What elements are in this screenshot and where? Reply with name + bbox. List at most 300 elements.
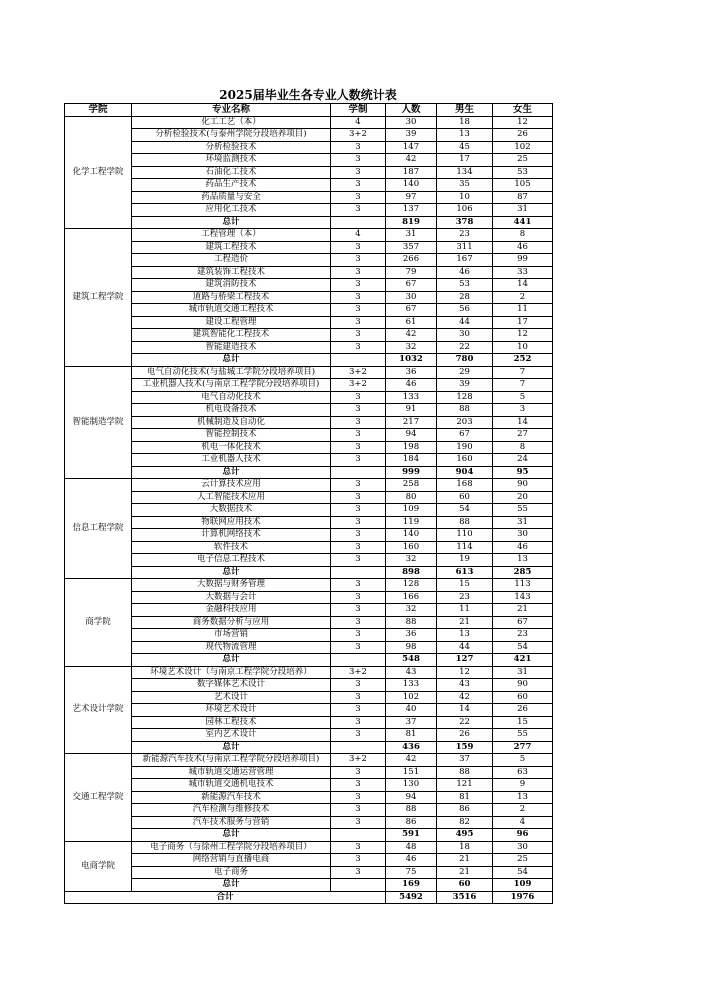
college-name: 化学工程学院 (65, 116, 132, 229)
subtotal-female: 252 (493, 354, 553, 367)
female-count: 27 (493, 429, 553, 442)
major-name: 物联网应用技术 (132, 516, 331, 529)
major-name: 数字媒体艺术设计 (132, 679, 331, 692)
count: 137 (386, 204, 437, 217)
count: 79 (386, 266, 437, 279)
table-row (65, 629, 553, 642)
duration: 3 (331, 554, 386, 567)
count: 217 (386, 416, 437, 429)
count: 39 (386, 129, 437, 142)
table-row (65, 816, 553, 829)
male-count: 22 (437, 341, 493, 354)
female-count: 2 (493, 291, 553, 304)
male-count: 12 (437, 666, 493, 679)
table-row (65, 266, 553, 279)
female-count: 8 (493, 229, 553, 242)
major-name: 园林工程技术 (132, 716, 331, 729)
table-row (65, 129, 553, 142)
table-row (65, 854, 553, 867)
female-count: 113 (493, 579, 553, 592)
male-count: 44 (437, 641, 493, 654)
table-row (65, 229, 553, 242)
male-count: 81 (437, 791, 493, 804)
male-count: 134 (437, 166, 493, 179)
female-count: 90 (493, 479, 553, 492)
duration: 4 (331, 229, 386, 242)
duration: 3 (331, 641, 386, 654)
female-count: 25 (493, 854, 553, 867)
male-count: 44 (437, 316, 493, 329)
duration: 3 (331, 254, 386, 267)
major-name: 分析检验技术 (132, 141, 331, 154)
count: 97 (386, 191, 437, 204)
subtotal-count: 548 (386, 654, 437, 667)
subtotal-female: 441 (493, 216, 553, 229)
subtotal-row (65, 654, 553, 667)
table-row (65, 341, 553, 354)
table-row (65, 479, 553, 492)
female-count: 67 (493, 616, 553, 629)
male-count: 110 (437, 529, 493, 542)
major-name: 电子信息工程技术 (132, 554, 331, 567)
duration: 3 (331, 291, 386, 304)
count: 42 (386, 154, 437, 167)
count: 266 (386, 254, 437, 267)
header-count: 人数 (386, 104, 437, 117)
major-name: 汽车技术服务与营销 (132, 816, 331, 829)
count: 133 (386, 391, 437, 404)
female-count: 102 (493, 141, 553, 154)
count: 140 (386, 529, 437, 542)
subtotal-label: 总计 (132, 216, 331, 229)
male-count: 15 (437, 579, 493, 592)
table-row (65, 141, 553, 154)
male-count: 35 (437, 179, 493, 192)
count: 102 (386, 691, 437, 704)
male-count: 10 (437, 191, 493, 204)
major-name: 建筑消防技术 (132, 279, 331, 292)
female-count: 143 (493, 591, 553, 604)
major-name: 计算机网络技术 (132, 529, 331, 542)
major-name: 城市轨道交通工程技术 (132, 304, 331, 317)
major-name: 室内艺术设计 (132, 729, 331, 742)
table-row (65, 716, 553, 729)
subtotal-label: 总计 (132, 741, 331, 754)
table-row (65, 841, 553, 854)
subtotal-label: 总计 (132, 829, 331, 842)
major-name: 建设工程管理 (132, 316, 331, 329)
male-count: 26 (437, 729, 493, 742)
major-name: 机电设备技术 (132, 404, 331, 417)
table-row (65, 504, 553, 517)
male-count: 45 (437, 141, 493, 154)
female-count: 7 (493, 379, 553, 392)
duration: 3 (331, 516, 386, 529)
female-count: 25 (493, 154, 553, 167)
major-name: 市场营销 (132, 629, 331, 642)
duration: 3 (331, 629, 386, 642)
subtotal-female: 277 (493, 741, 553, 754)
college-name: 商学院 (65, 579, 132, 667)
college-name: 交通工程学院 (65, 754, 132, 842)
table-row (65, 116, 553, 129)
count: 81 (386, 729, 437, 742)
count: 30 (386, 116, 437, 129)
male-count: 23 (437, 591, 493, 604)
male-count: 88 (437, 766, 493, 779)
table-row (65, 604, 553, 617)
table-row (65, 291, 553, 304)
table-row (65, 204, 553, 217)
header-female: 女生 (493, 104, 553, 117)
count: 37 (386, 716, 437, 729)
male-count: 167 (437, 254, 493, 267)
table-row (65, 866, 553, 879)
duration: 3 (331, 579, 386, 592)
subtotal-count: 169 (386, 879, 437, 892)
duration: 3 (331, 454, 386, 467)
duration: 3 (331, 391, 386, 404)
subtotal-count: 436 (386, 741, 437, 754)
male-count: 168 (437, 479, 493, 492)
table-row (65, 391, 553, 404)
subtotal-row (65, 829, 553, 842)
table-row (65, 154, 553, 167)
female-count: 31 (493, 516, 553, 529)
major-name: 城市轨道交通运营管理 (132, 766, 331, 779)
count: 94 (386, 791, 437, 804)
male-count: 60 (437, 491, 493, 504)
count: 160 (386, 541, 437, 554)
major-name: 大数据与会计 (132, 591, 331, 604)
female-count: 2 (493, 804, 553, 817)
female-count: 7 (493, 366, 553, 379)
major-name: 城市轨道交通机电技术 (132, 779, 331, 792)
female-count: 12 (493, 116, 553, 129)
male-count: 88 (437, 516, 493, 529)
table-row (65, 754, 553, 767)
male-count: 43 (437, 679, 493, 692)
female-count: 30 (493, 529, 553, 542)
male-count: 21 (437, 854, 493, 867)
female-count: 15 (493, 716, 553, 729)
major-name: 工程造价 (132, 254, 331, 267)
count: 67 (386, 279, 437, 292)
statistics-table (64, 103, 553, 904)
female-count: 20 (493, 491, 553, 504)
table-row (65, 679, 553, 692)
duration: 3 (331, 816, 386, 829)
header-row (65, 104, 553, 117)
college-name: 电商学院 (65, 841, 132, 891)
duration: 3 (331, 804, 386, 817)
duration: 3 (331, 854, 386, 867)
count: 98 (386, 641, 437, 654)
subtotal-male: 378 (437, 216, 493, 229)
male-count: 17 (437, 154, 493, 167)
subtotal-count: 1032 (386, 354, 437, 367)
count: 67 (386, 304, 437, 317)
male-count: 56 (437, 304, 493, 317)
female-count: 31 (493, 204, 553, 217)
male-count: 22 (437, 716, 493, 729)
table-row (65, 179, 553, 192)
count: 32 (386, 554, 437, 567)
count: 166 (386, 591, 437, 604)
subtotal-duration (331, 654, 386, 667)
duration: 3 (331, 279, 386, 292)
major-name: 大数据技术 (132, 504, 331, 517)
male-count: 11 (437, 604, 493, 617)
subtotal-row (65, 466, 553, 479)
male-count: 121 (437, 779, 493, 792)
duration: 3 (331, 766, 386, 779)
major-name: 网络营销与直播电商 (132, 854, 331, 867)
count: 187 (386, 166, 437, 179)
female-count: 26 (493, 704, 553, 717)
subtotal-male: 159 (437, 741, 493, 754)
major-name: 应用化工技术 (132, 204, 331, 217)
female-count: 63 (493, 766, 553, 779)
female-count: 13 (493, 791, 553, 804)
count: 88 (386, 616, 437, 629)
count: 42 (386, 329, 437, 342)
duration: 3 (331, 616, 386, 629)
duration: 3 (331, 341, 386, 354)
table-row (65, 766, 553, 779)
table-row (65, 554, 553, 567)
count: 31 (386, 229, 437, 242)
major-name: 化工工艺（本） (132, 116, 331, 129)
count: 198 (386, 441, 437, 454)
table-row (65, 541, 553, 554)
table-row (65, 516, 553, 529)
college-name: 信息工程学院 (65, 479, 132, 579)
female-count: 105 (493, 179, 553, 192)
female-count: 13 (493, 554, 553, 567)
duration: 3 (331, 416, 386, 429)
duration: 3 (331, 791, 386, 804)
college-name: 艺术设计学院 (65, 666, 132, 754)
subtotal-male: 780 (437, 354, 493, 367)
table-row (65, 329, 553, 342)
male-count: 21 (437, 866, 493, 879)
duration: 3 (331, 141, 386, 154)
count: 61 (386, 316, 437, 329)
count: 46 (386, 379, 437, 392)
table-row (65, 191, 553, 204)
major-name: 电子商务（与徐州工程学院分段培养项目） (132, 841, 331, 854)
major-name: 电气自动化技术(与盐城工学院分段培养项目) (132, 366, 331, 379)
male-count: 203 (437, 416, 493, 429)
subtotal-female: 421 (493, 654, 553, 667)
female-count: 99 (493, 254, 553, 267)
duration: 3 (331, 504, 386, 517)
subtotal-duration (331, 741, 386, 754)
female-count: 17 (493, 316, 553, 329)
major-name: 软件技术 (132, 541, 331, 554)
count: 109 (386, 504, 437, 517)
subtotal-duration (331, 566, 386, 579)
male-count: 46 (437, 266, 493, 279)
male-count: 30 (437, 329, 493, 342)
major-name: 环境艺术设计 (132, 704, 331, 717)
major-name: 电子商务 (132, 866, 331, 879)
subtotal-duration (331, 466, 386, 479)
male-count: 18 (437, 116, 493, 129)
subtotal-male: 127 (437, 654, 493, 667)
male-count: 42 (437, 691, 493, 704)
major-name: 电气自动化技术 (132, 391, 331, 404)
count: 86 (386, 816, 437, 829)
duration: 3 (331, 779, 386, 792)
major-name: 云计算技术应用 (132, 479, 331, 492)
count: 258 (386, 479, 437, 492)
table-row (65, 316, 553, 329)
grand-total-label: 合计 (65, 891, 386, 904)
duration: 3 (331, 179, 386, 192)
duration: 3 (331, 166, 386, 179)
table-row (65, 616, 553, 629)
male-count: 28 (437, 291, 493, 304)
female-count: 31 (493, 666, 553, 679)
count: 42 (386, 754, 437, 767)
major-name: 建筑智能化工程技术 (132, 329, 331, 342)
subtotal-label: 总计 (132, 879, 331, 892)
duration: 3 (331, 866, 386, 879)
grand-total-female: 1976 (493, 891, 553, 904)
male-count: 54 (437, 504, 493, 517)
male-count: 13 (437, 629, 493, 642)
count: 32 (386, 604, 437, 617)
count: 151 (386, 766, 437, 779)
female-count: 55 (493, 729, 553, 742)
subtotal-row (65, 216, 553, 229)
duration: 3 (331, 716, 386, 729)
subtotal-duration (331, 216, 386, 229)
female-count: 46 (493, 541, 553, 554)
duration: 3 (331, 441, 386, 454)
duration: 3 (331, 304, 386, 317)
duration: 4 (331, 116, 386, 129)
duration: 3 (331, 316, 386, 329)
count: 130 (386, 779, 437, 792)
major-name: 环境监测技术 (132, 154, 331, 167)
duration: 3 (331, 729, 386, 742)
major-name: 工程管理（本） (132, 229, 331, 242)
male-count: 114 (437, 541, 493, 554)
major-name: 药品生产技术 (132, 179, 331, 192)
count: 36 (386, 629, 437, 642)
major-name: 商务数据分析与应用 (132, 616, 331, 629)
college-name: 智能制造学院 (65, 366, 132, 479)
male-count: 160 (437, 454, 493, 467)
female-count: 53 (493, 166, 553, 179)
male-count: 88 (437, 404, 493, 417)
male-count: 190 (437, 441, 493, 454)
subtotal-male: 904 (437, 466, 493, 479)
table-row (65, 729, 553, 742)
female-count: 87 (493, 191, 553, 204)
subtotal-female: 95 (493, 466, 553, 479)
table-row (65, 404, 553, 417)
duration: 3+2 (331, 379, 386, 392)
count: 32 (386, 341, 437, 354)
table-row (65, 429, 553, 442)
table-row (65, 691, 553, 704)
table-row (65, 304, 553, 317)
duration: 3+2 (331, 129, 386, 142)
duration: 3 (331, 604, 386, 617)
major-name: 金融科技应用 (132, 604, 331, 617)
duration: 3 (331, 429, 386, 442)
male-count: 106 (437, 204, 493, 217)
female-count: 54 (493, 866, 553, 879)
duration: 3 (331, 266, 386, 279)
count: 40 (386, 704, 437, 717)
table-row (65, 804, 553, 817)
female-count: 24 (493, 454, 553, 467)
table-row (65, 641, 553, 654)
female-count: 60 (493, 691, 553, 704)
male-count: 21 (437, 616, 493, 629)
count: 36 (386, 366, 437, 379)
subtotal-label: 总计 (132, 466, 331, 479)
table-row (65, 166, 553, 179)
duration: 3+2 (331, 666, 386, 679)
male-count: 29 (437, 366, 493, 379)
page-title: 2025届毕业生各专业人数统计表 (219, 88, 397, 102)
table-row (65, 704, 553, 717)
duration: 3 (331, 704, 386, 717)
count: 140 (386, 179, 437, 192)
subtotal-count: 591 (386, 829, 437, 842)
female-count: 5 (493, 754, 553, 767)
duration: 3 (331, 204, 386, 217)
subtotal-male: 495 (437, 829, 493, 842)
duration: 3+2 (331, 366, 386, 379)
table-row (65, 591, 553, 604)
table-row (65, 791, 553, 804)
header-duration: 学制 (331, 104, 386, 117)
count: 133 (386, 679, 437, 692)
count: 46 (386, 854, 437, 867)
male-count: 13 (437, 129, 493, 142)
major-name: 艺术设计 (132, 691, 331, 704)
male-count: 23 (437, 229, 493, 242)
duration: 3 (331, 241, 386, 254)
subtotal-label: 总计 (132, 566, 331, 579)
major-name: 分析检验技术(与泰州学院分段培养项目) (132, 129, 331, 142)
male-count: 82 (437, 816, 493, 829)
major-name: 机电一体化技术 (132, 441, 331, 454)
subtotal-female: 96 (493, 829, 553, 842)
female-count: 3 (493, 404, 553, 417)
grand-total-row (65, 891, 553, 904)
header-college: 学院 (65, 104, 132, 117)
male-count: 67 (437, 429, 493, 442)
major-name: 智能建造技术 (132, 341, 331, 354)
duration: 3 (331, 841, 386, 854)
subtotal-count: 898 (386, 566, 437, 579)
count: 88 (386, 804, 437, 817)
male-count: 311 (437, 241, 493, 254)
male-count: 53 (437, 279, 493, 292)
count: 119 (386, 516, 437, 529)
major-name: 工业机器人技术 (132, 454, 331, 467)
duration: 3 (331, 691, 386, 704)
subtotal-female: 285 (493, 566, 553, 579)
